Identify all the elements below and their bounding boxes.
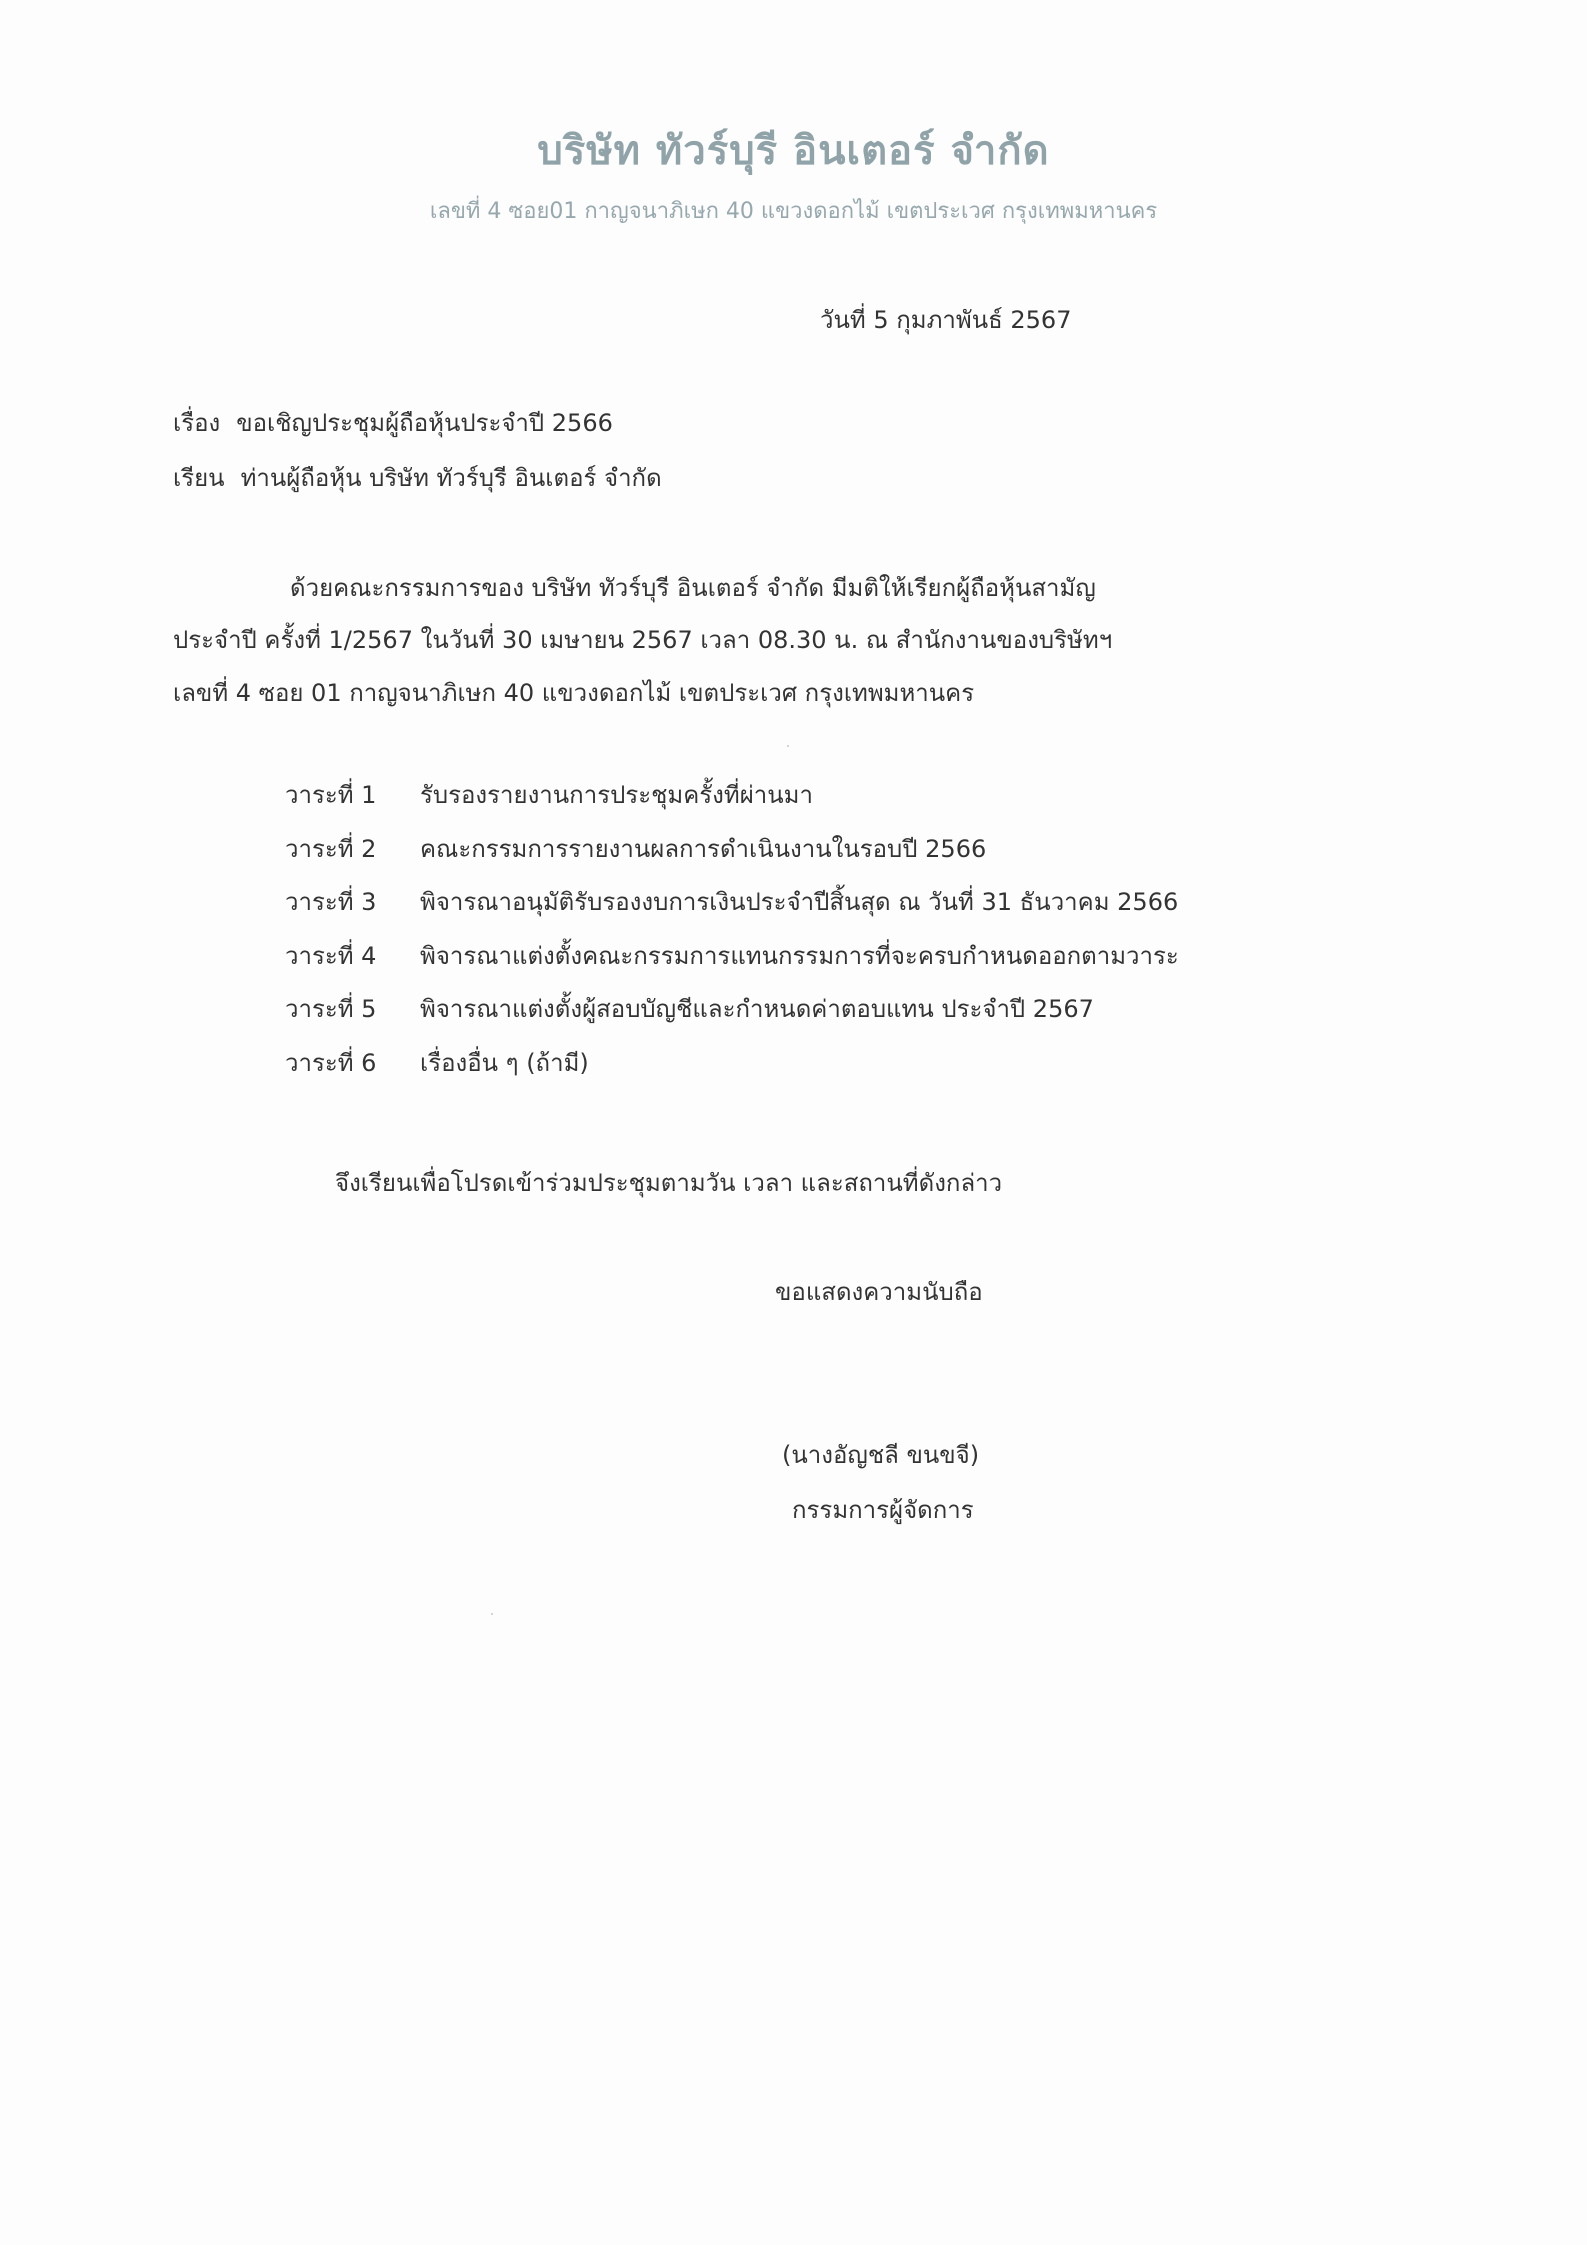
agenda-item [285, 989, 1179, 1043]
agenda-text: พิจารณาแต่งตั้งคณะกรรมการแทนกรรมการที่จะครบกำหนดออกตามวาระ [420, 941, 1179, 970]
subject-text: ขอเชิญประชุมผู้ถือหุ้นประจำปี 2566 [236, 409, 613, 437]
subject-label: เรื่อง [173, 409, 221, 437]
agenda-text: คณะกรรมการรายงานผลการดำเนินงานในรอบปี 2566 [420, 834, 987, 863]
subject-line [173, 403, 613, 442]
agenda-number: วาระที่ 6 [285, 1048, 377, 1077]
recipient-text: ท่านผู้ถือหุ้น บริษัท ทัวร์บุรี อินเตอร์ จำกัด [240, 464, 662, 492]
body-line: เลขที่ 4 ซอย 01 กาญจนาภิเษก 40 แขวงดอกไม้ เขตประเวศ กรุงเทพมหานคร [173, 679, 975, 707]
letter-date: วันที่ 5 กุมภาพันธ์ 2567 [820, 306, 1072, 334]
agenda-text: พิจารณาอนุมัติรับรองงบการเงินประจำปีสิ้นสุด ณ วันที่ 31 ธันวาคม 2566 [420, 888, 1179, 916]
signer-title: กรรมการผู้จัดการ [792, 1496, 974, 1524]
agenda-item [285, 936, 1179, 990]
agenda-item [285, 882, 1179, 936]
scan-speck [491, 1613, 493, 1615]
agenda-text: รับรองรายงานการประชุมครั้งที่ผ่านมา [420, 781, 813, 809]
closing-sentence: จึงเรียนเพื่อโปรดเข้าร่วมประชุมตามวัน เวลา และสถานที่ดังกล่าว [335, 1169, 1003, 1197]
body-line: ด้วยคณะกรรมการของ บริษัท ทัวร์บุรี อินเตอร์ จำกัด มีมติให้เรียกผู้ถือหุ้นสามัญ [290, 574, 1096, 602]
agenda-number: วาระที่ 3 [285, 888, 377, 916]
signer-name: (นางอัญชลี ขนขจี) [782, 1441, 980, 1469]
agenda-text: พิจารณาแต่งตั้งผู้สอบบัญชีและกำหนดค่าตอบแทน ประจำปี 2567 [420, 995, 1094, 1023]
body-line: ประจำปี ครั้งที่ 1/2567 ในวันที่ 30 เมษายน 2567 เวลา 08.30 น. ณ สำนักงานของบริษัทฯ [173, 626, 1113, 654]
recipient-label: เรียน [173, 464, 225, 492]
recipient-line [173, 458, 662, 497]
agenda-list [285, 775, 1179, 1096]
agenda-item [285, 829, 1179, 883]
agenda-item [285, 1043, 1179, 1097]
agenda-number: วาระที่ 1 [285, 781, 377, 809]
agenda-number: วาระที่ 4 [285, 941, 377, 970]
agenda-item [285, 775, 1179, 829]
scan-speck [787, 745, 789, 747]
company-name: บริษัท ทัวร์บุรี อินเตอร์ จำกัด [537, 128, 1050, 174]
regards-line: ขอแสดงความนับถือ [775, 1278, 983, 1306]
company-address: เลขที่ 4 ซอย01 กาญจนาภิเษก 40 แขวงดอกไม้ เขตประเวศ กรุงเทพมหานคร [429, 199, 1158, 224]
agenda-text: เรื่องอื่น ๆ (ถ้ามี) [420, 1048, 589, 1077]
agenda-number: วาระที่ 2 [285, 834, 377, 863]
agenda-number: วาระที่ 5 [285, 995, 377, 1023]
